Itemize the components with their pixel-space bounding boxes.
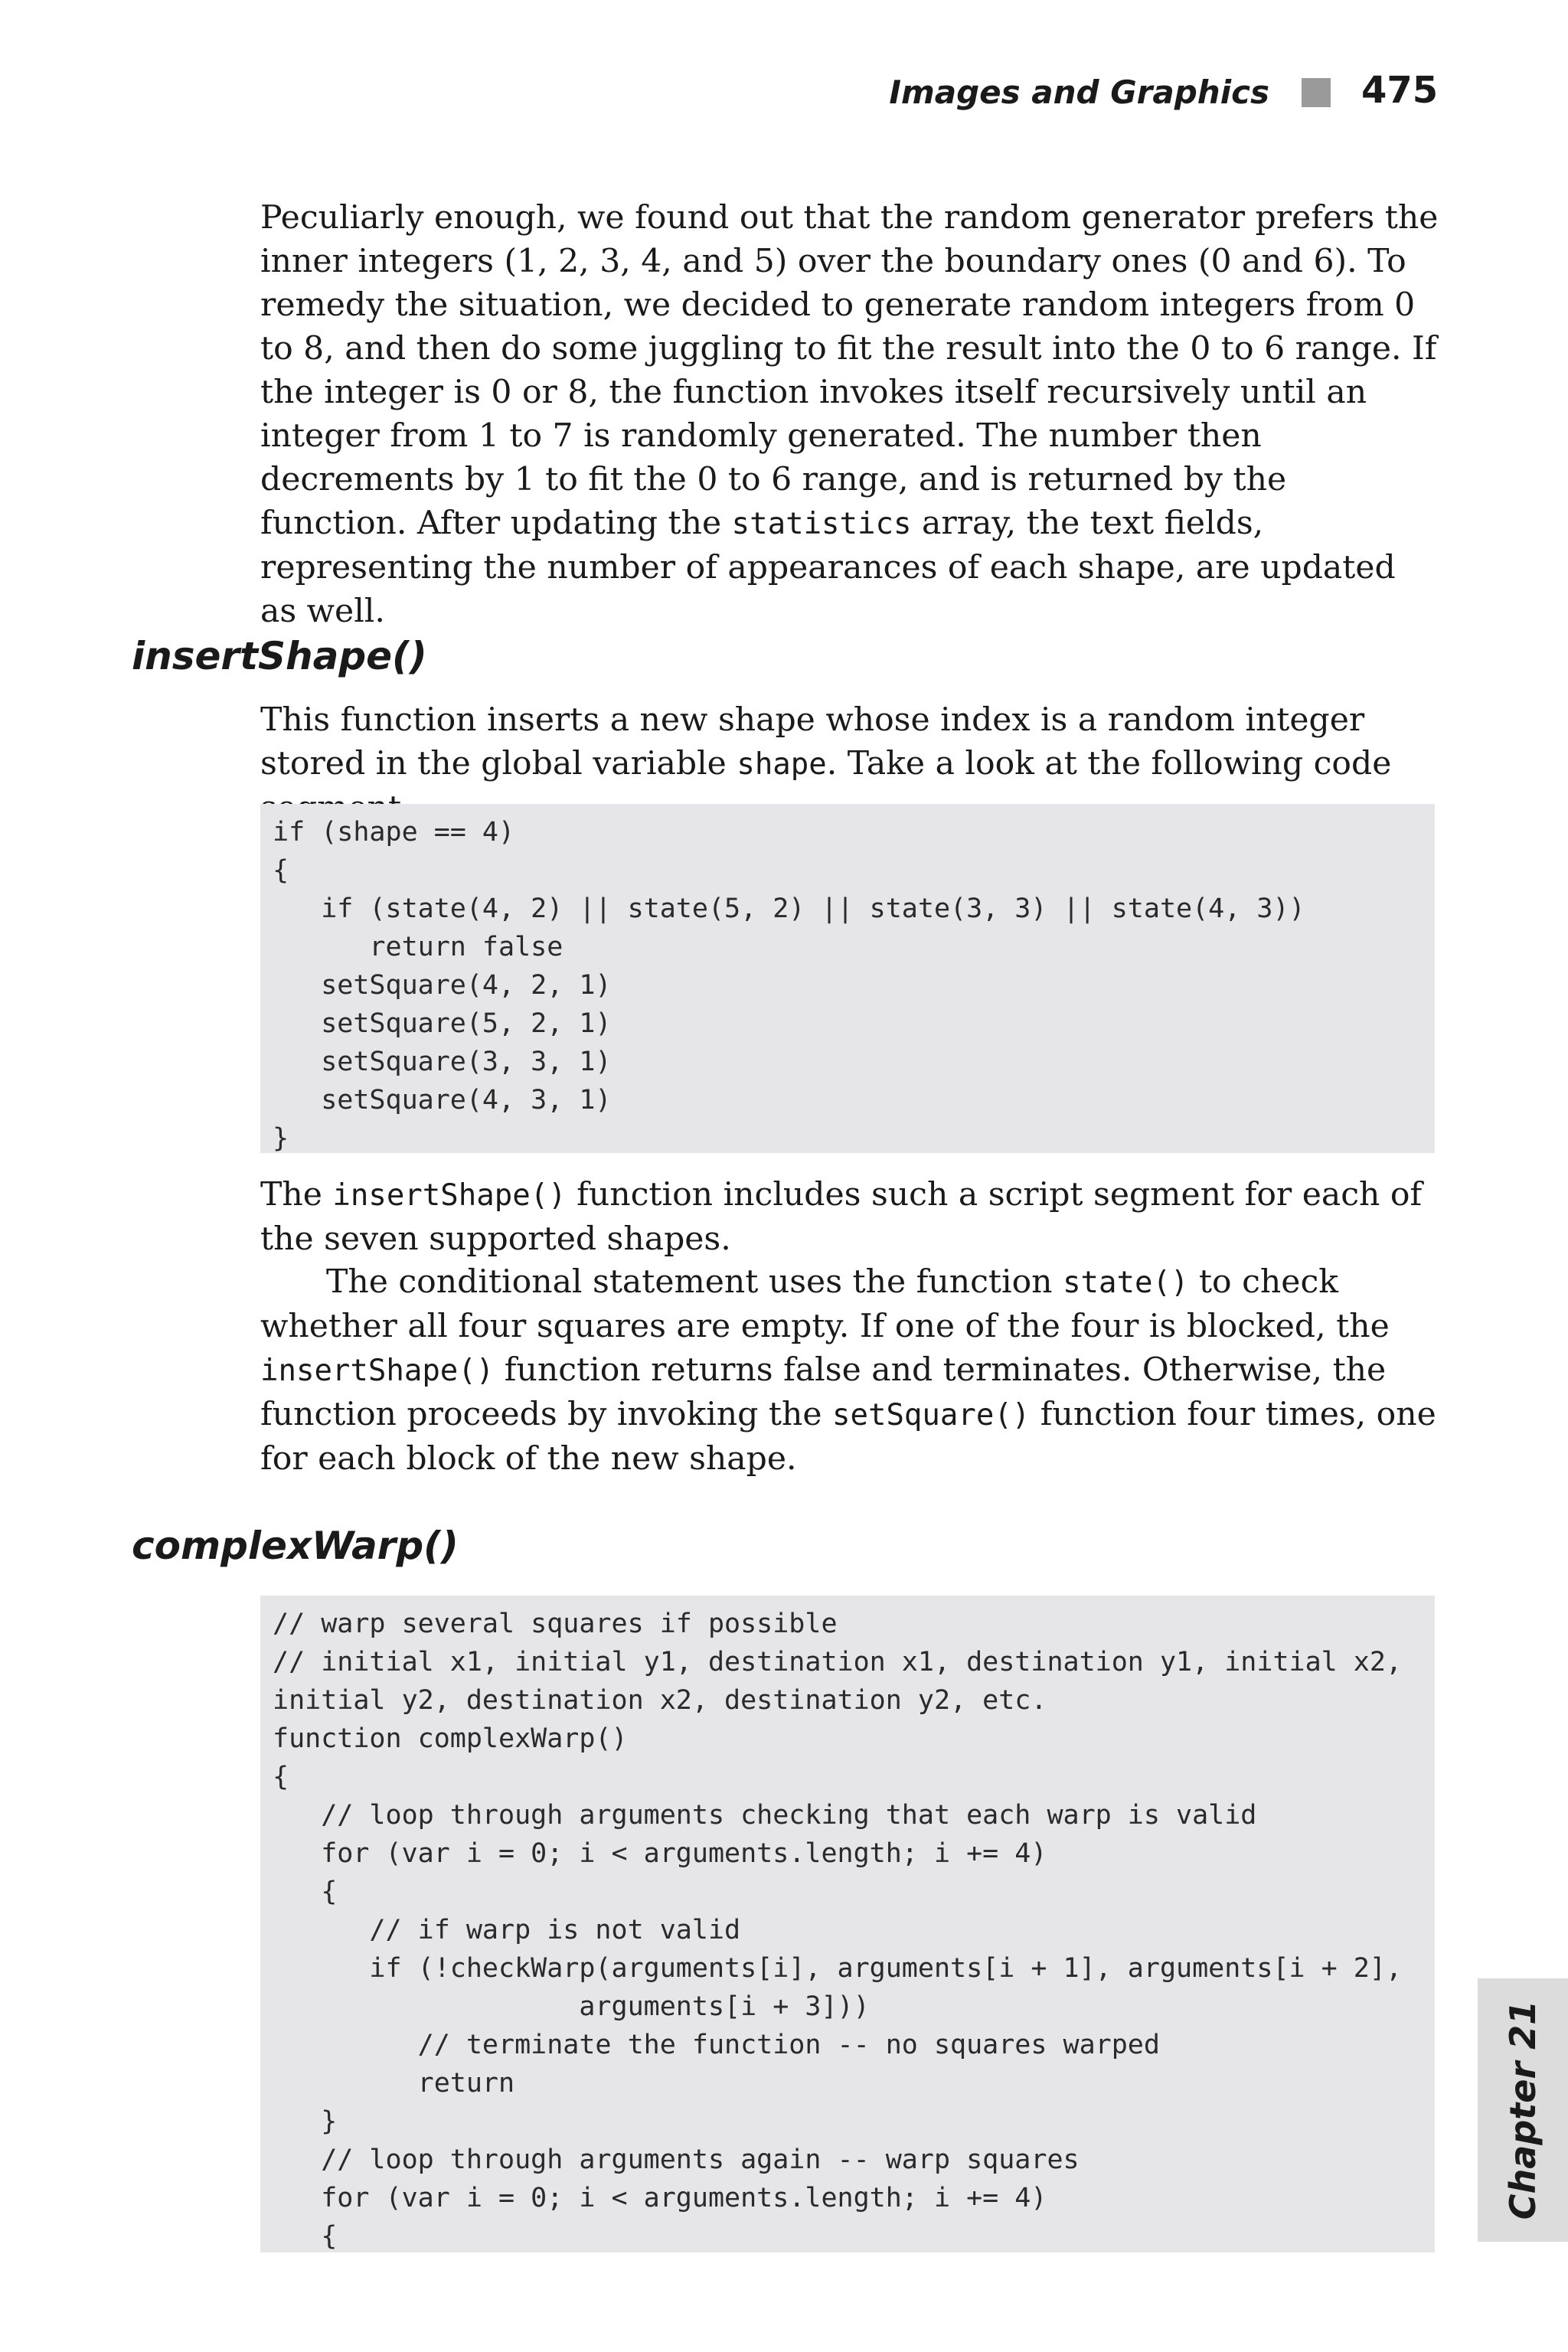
header-square-ornament: [1302, 78, 1331, 107]
running-header-title: Images and Graphics: [889, 74, 1269, 111]
code-line: arguments[i + 3])): [273, 1991, 870, 2022]
code-line: for (var i = 0; i < arguments.length; i += 4): [273, 1838, 1047, 1869]
inline-code: shape: [737, 747, 827, 782]
code-line: }: [273, 1123, 289, 1154]
code-line: if (state(4, 2) || state(5, 2) || state(3, 3) || state(4, 3)): [273, 893, 1305, 924]
code-line: setSquare(3, 3, 1): [273, 1047, 612, 1077]
page-number: 475: [1361, 69, 1439, 112]
code-line: if (!checkWarp(arguments[i], arguments[i + 1], arguments[i + 2],: [273, 1953, 1403, 1984]
code-line: // loop through arguments again -- warp squares: [273, 2145, 1080, 2175]
inline-code: statistics: [731, 507, 912, 541]
code-line: }: [273, 2106, 338, 2137]
intro-paragraph: Peculiarly enough, we found out that the random generator prefers the inner integers (1, 2, 3, 4, and 5) over the boundary ones (0 and 6). To remedy the situation, we decided to generate random integers from 0 to 8, and then do some juggling to fit the result into the 0 to 6 range. If the integer is 0 or 8, the function invokes itself recursively until an integer from 1 to 7 is randomly generated. The number then decrements by 1 to fit the 0 to 6 range, and is returned by the function. After updating the statistics array, the text fields, representing the number of appearances of each shape, are updated as well.: [260, 199, 1439, 630]
section-heading-insert-shape: insertShape(): [132, 634, 427, 678]
inline-code: insertShape(): [332, 1178, 567, 1213]
code-line: // loop through arguments checking that each warp is valid: [273, 1800, 1257, 1831]
code-line: if (shape == 4): [273, 817, 515, 848]
code-block-insert-shape: [260, 804, 1435, 1153]
insert-shape-intro: This function inserts a new shape whose index is a random integer stored in the global variable shape. Take a look at the following code: [260, 701, 1392, 782]
code-line: {: [273, 855, 289, 886]
code-line: function complexWarp(): [273, 1723, 628, 1754]
code-line: for (var i = 0; i < arguments.length; i += 4): [273, 2183, 1047, 2213]
insert-shape-paragraph-1: The insertShape() function includes such a script segment for each of the seven supported shapes.: [260, 1176, 1423, 1258]
code-line: setSquare(4, 2, 1): [273, 970, 612, 1001]
code-line: // warp several squares if possible: [273, 1609, 838, 1639]
section-heading-complex-warp: complexWarp(): [132, 1524, 459, 1568]
code-line: {: [273, 2221, 338, 2252]
code-line: {: [273, 1762, 289, 1792]
code-line: // initial x1, initial y1, destination x1, destination y1, initial x2,: [273, 1647, 1403, 1677]
code-line: {: [273, 1877, 338, 1907]
code-line: setSquare(4, 3, 1): [273, 1085, 612, 1116]
inline-code: state(): [1063, 1266, 1189, 1300]
code-block-complex-warp: [260, 1596, 1435, 2252]
code-line: // terminate the function -- no squares warped: [273, 2030, 1160, 2060]
code-line: return false: [273, 932, 564, 962]
code-line: // if warp is not valid: [273, 1915, 741, 1945]
inline-code: insertShape(): [260, 1354, 495, 1388]
running-header: [0, 67, 1568, 121]
chapter-tab-label: Chapter 21: [1502, 2000, 1544, 2220]
code-line: initial y2, destination x2, destination y2, etc.: [273, 1685, 1047, 1716]
chapter-tab: [1478, 1978, 1568, 2242]
code-line: return: [273, 2068, 515, 2099]
insert-shape-paragraph-2: The conditional statement uses the function state() to check whether all four squares are empty. If one of the four is blocked, the insertShape() function returns false and terminates. Otherwise, the function proceeds by invoking the setSquare() function four times, one for each block of the new shape.: [260, 1263, 1436, 1478]
code-line: setSquare(5, 2, 1): [273, 1008, 612, 1039]
inline-code: setSquare(): [832, 1398, 1031, 1432]
